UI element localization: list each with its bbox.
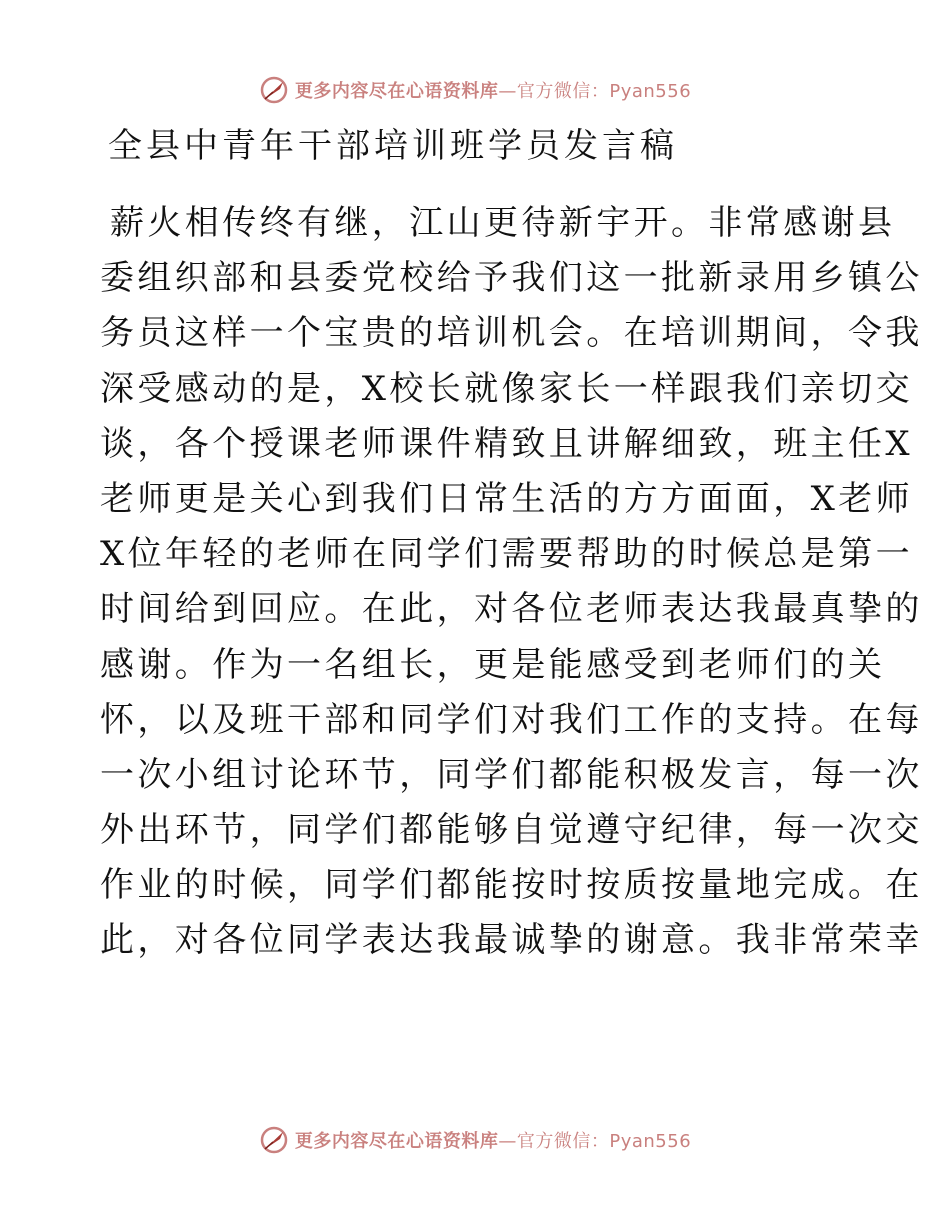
document-body [100,196,923,969]
body-line: 一次小组讨论环节，同学们都能积极发言，每一次 [100,754,923,795]
body-line: 薪火相传终有继，江山更待新宇开。非常感谢县 [110,203,896,243]
body-line: 务员这样一个宝贵的培训机会。在培训期间，令我 [100,313,923,354]
banner-separator: — [498,1131,517,1152]
body-line: X位年轻的老师在同学们需要帮助的时候总是第一 [100,534,914,575]
body-line: 作业的时候，同学们都能按时按质按量地完成。在 [100,865,923,906]
body-line: 感谢。作为一名组长，更是能感受到老师们的关 [100,644,886,685]
banner-text [295,1127,691,1153]
quill-pen-circle-icon [259,75,289,105]
banner-wechat-id: Pyan556 [609,1131,692,1152]
banner-wechat-label: 官方微信： [516,81,610,102]
body-line: 委组织部和县委党校给予我们这一批新录用乡镇公 [100,258,923,299]
banner-text [295,77,691,103]
header-banner [0,70,950,110]
body-line: 老师更是关心到我们日常生活的方方面面，X老师 [100,478,914,519]
banner-wechat-id: Pyan556 [609,81,692,102]
body-line: 外出环节，同学们都能够自觉遵守纪律，每一次交 [100,810,923,851]
banner-separator: — [498,81,517,102]
body-line: 时间给到回应。在此，对各位老师表达我最真挚的 [100,589,923,630]
body-line: 谈，各个授课老师课件精致且讲解细致，班主任X [100,423,914,464]
banner-wechat-label: 官方微信： [516,1131,610,1152]
body-line: 此，对各位同学表达我最诚挚的谢意。我非常荣幸 [100,920,923,961]
document-title: 全县中青年干部培训班学员发言稿 [108,126,678,166]
body-line: 深受感动的是，X校长就像家长一样跟我们亲切交 [100,368,914,409]
quill-pen-circle-icon [259,1125,289,1155]
banner-prefix: 更多内容尽在心语资料库 [294,81,499,102]
body-line: 怀，以及班干部和同学们对我们工作的支持。在每 [100,699,923,740]
footer-banner [0,1120,950,1160]
banner-prefix: 更多内容尽在心语资料库 [294,1131,499,1152]
